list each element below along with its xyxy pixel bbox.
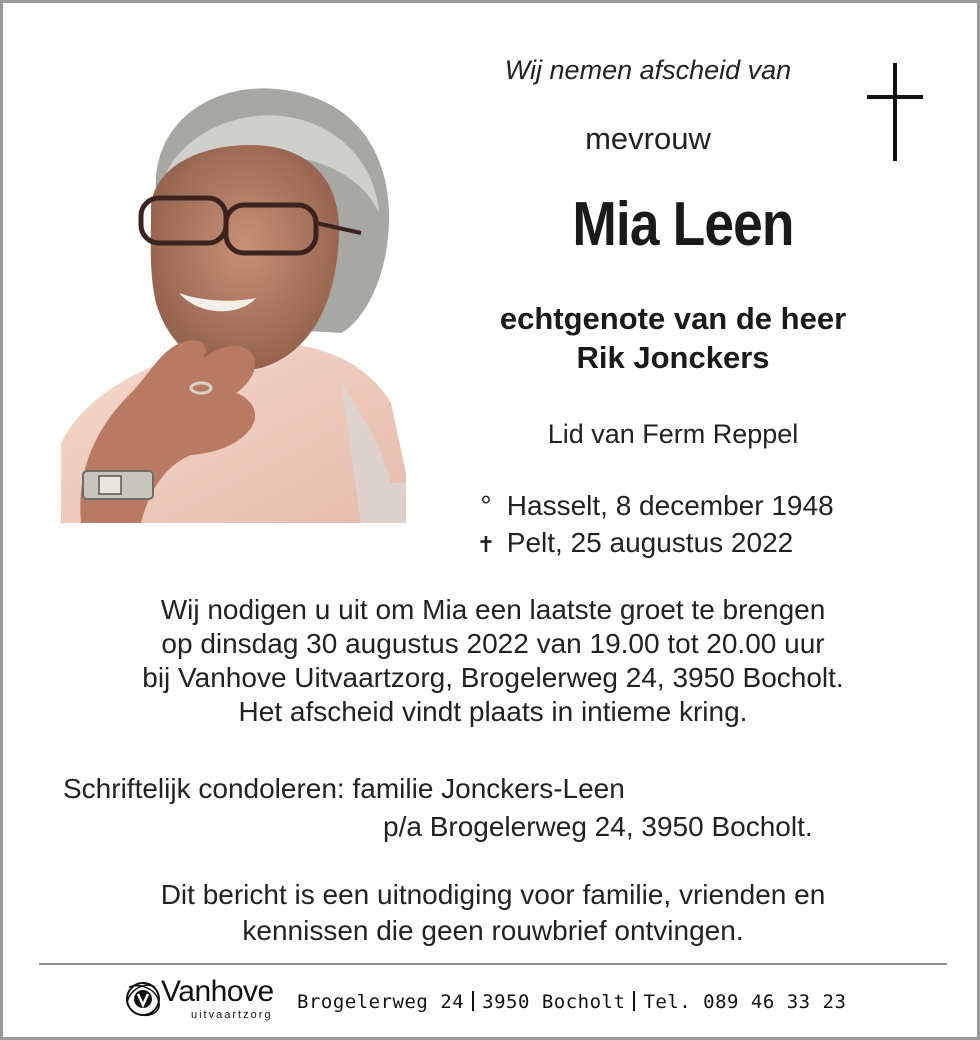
life-dates [473, 487, 834, 563]
invitation-text [43, 593, 943, 729]
invitation-line-3: bij Vanhove Uitvaartzorg, Brogelerweg 24, 3950 Bocholt. [142, 662, 844, 693]
membership: Lid van Ferm Reppel [547, 419, 799, 449]
footer-divider [39, 963, 947, 965]
death-cross-icon: ✝ [476, 532, 496, 557]
condolence-line-1: Schriftelijk condoleren: familie Jonckers-Leen [63, 773, 625, 804]
condolence-block [63, 770, 813, 846]
intro-text: Wij nemen afscheid van [504, 55, 792, 85]
disclaimer-line-2: kennissen die geen rouwbrief ontvingen. [242, 915, 744, 946]
death-date: Pelt, 25 augustus 2022 [506, 527, 794, 558]
disclaimer-line-1: Dit bericht is een uitnodiging voor familie, vrienden en [160, 879, 826, 910]
vanhove-logo-icon [121, 977, 165, 1021]
cross-icon [865, 63, 925, 163]
logo-subtitle: uitvaartzorg [191, 1009, 273, 1021]
spouse-line-1: echtgenote van de heer [499, 301, 847, 336]
separator [472, 991, 474, 1011]
invitation-line-2: op dinsdag 30 augustus 2022 van 19.00 tot 20.00 uur [161, 628, 825, 659]
portrait-photo [61, 83, 406, 523]
birth-row [473, 487, 834, 524]
invitation-line-1: Wij nodigen u uit om Mia een laatste groet te brengen [160, 594, 826, 625]
logo-name: Vanhove [161, 975, 274, 1008]
deceased-name: Mia Leen [572, 190, 794, 259]
disclaimer-text [43, 877, 943, 949]
spouse-block [433, 299, 913, 377]
footer-city: 3950 Bocholt [482, 991, 626, 1013]
honorific: mevrouw [585, 121, 711, 156]
condolence-address: p/a Brogelerweg 24, 3950 Bocholt. [383, 811, 813, 842]
death-row [473, 524, 834, 563]
birth-date: Hasselt, 8 december 1948 [506, 490, 834, 521]
footer [121, 973, 881, 1023]
contact-line [297, 991, 846, 1013]
invitation-line-4: Het afscheid vindt plaats in intieme kring. [238, 696, 748, 727]
separator [633, 991, 635, 1011]
birth-symbol: ° [480, 490, 492, 521]
footer-address: Brogelerweg 24 [297, 991, 465, 1013]
spouse-name: Rik Jonckers [576, 340, 770, 375]
footer-phone: Tel. 089 46 33 23 [643, 991, 847, 1013]
